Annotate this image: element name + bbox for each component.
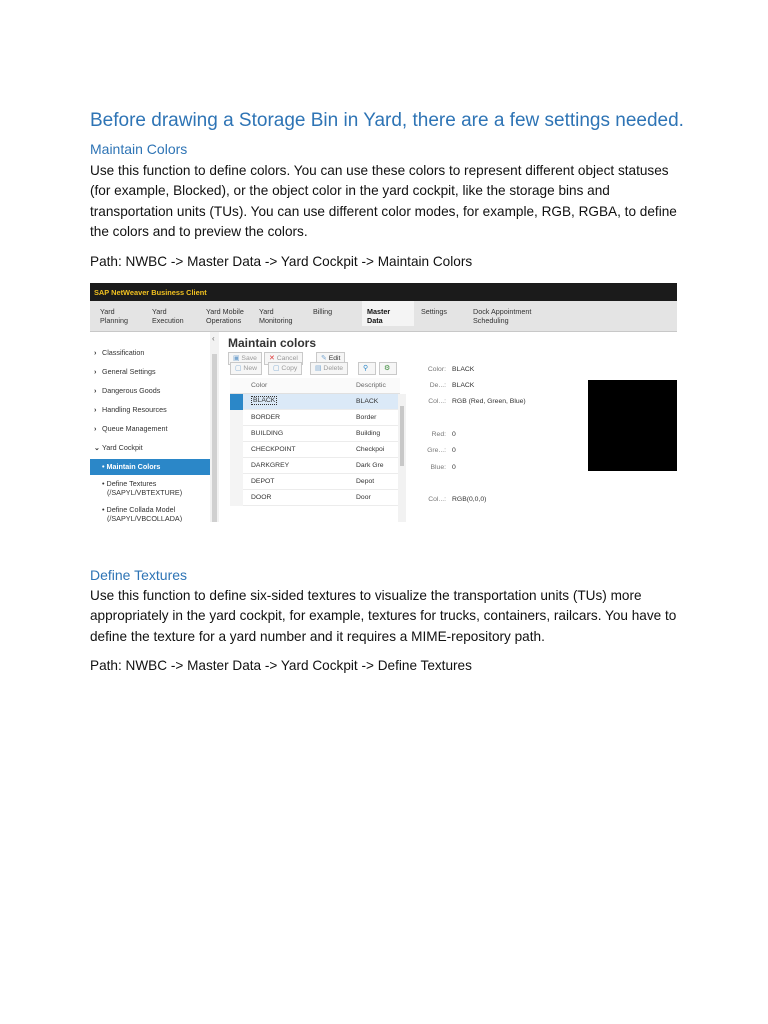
chevron-right-icon: › [94,405,97,414]
tree-item-label: • Define Textures [102,479,157,488]
detail-form [410,362,580,522]
blue-label: Blue: [430,464,446,471]
nav-label: Yard Mobile [206,307,244,316]
sap-navigation-bar [90,301,677,332]
cell-description: Door [356,494,371,501]
tree-item-label: General Settings [102,367,156,376]
tree-item-yard-cockpit[interactable] [90,440,210,456]
tree-item-sublabel: (/SAPYL/VBCOLLADA) [107,513,183,522]
table-row[interactable] [230,490,400,506]
nav-label: Planning [100,316,128,325]
tree-item-label: • Maintain Colors [102,462,161,471]
tree-item-general-settings[interactable] [90,364,210,380]
sap-screenshot [90,283,677,522]
cell-description: BLACK [356,398,379,405]
cell-description: Border [356,414,377,421]
copy-button[interactable] [268,362,302,375]
table-row[interactable] [230,474,400,490]
new-button[interactable] [230,362,262,375]
nav-yard-planning[interactable] [100,307,156,325]
page-title: Maintain colors [228,336,317,350]
chevron-right-icon: › [94,424,97,433]
nav-label: Yard [259,307,274,316]
description-label: De...: [429,382,446,389]
green-label: Gre...: [427,447,446,454]
tree-item-sublabel: (/SAPYL/VBTEXTURE) [107,487,183,497]
column-header-color[interactable]: Color [251,382,268,389]
colors-table [230,378,410,522]
table-row[interactable] [230,458,400,474]
row-selector[interactable] [230,394,243,410]
nav-master-data[interactable] [362,301,414,326]
nav-label: Operations [206,316,242,325]
table-row[interactable] [230,394,400,410]
search-button[interactable] [358,362,376,375]
nav-billing[interactable] [313,307,369,316]
floppy-disk-icon: ▣ [233,355,240,362]
navigation-tree [90,332,210,522]
settings-icon: ⚙ [384,365,391,372]
tree-item-define-collada-model[interactable] [90,504,210,522]
color-preview-swatch [588,380,677,471]
new-document-icon: ▢ [235,365,242,372]
tree-item-label: Classification [102,348,145,357]
cell-color: DEPOT [251,478,275,485]
cell-description: Checkpoi [356,446,385,453]
row-selector[interactable] [230,410,243,426]
nav-label: Dock Appointment [473,307,532,316]
cell-description: Building [356,430,381,437]
nav-yard-execution[interactable] [152,307,208,325]
search-icon: ⚲ [363,365,368,372]
section-text-maintain-colors: Use this function to define colors. You can use these colors to represent different object statuses (for example, Blocked), or the object color in the yard cockpit, like the storage bins and transportation units (TUs). You can use different color modes, for example, RGB, RGBA, to define the colors and to preview the colors. [90,163,677,239]
nav-label: Scheduling [473,316,509,325]
red-label: Red: [431,431,446,438]
button-label: Save [241,355,257,362]
row-selector[interactable] [230,458,243,474]
pane-splitter[interactable] [210,332,219,522]
nav-label: Yard [100,307,115,316]
section-text-define-textures: Use this function to define six-sided textures to visualize the transportation units (TUs) more appropriately in the yard cockpit, for example, textures for trucks, containers, railcars. You have to define the texture for a yard number and it requires a MIME-repository path. [90,588,677,644]
tree-item-define-textures[interactable] [90,478,210,500]
tree-item-label: Queue Management [102,424,168,433]
blue-value: 0 [452,464,456,471]
nav-yard-mobile-operations[interactable] [206,307,262,325]
nav-label: Master [367,307,391,316]
section-title-define-textures: Define Textures [90,567,188,583]
color-mode-value: RGB (Red, Green, Blue) [452,398,526,405]
tree-item-label: Handling Resources [102,405,167,414]
color-label: Color: [427,366,446,373]
page-heading: Before drawing a Storage Bin in Yard, there are a few settings needed. [90,110,684,131]
nav-label: Billing [313,307,333,316]
nav-yard-monitoring[interactable] [259,307,315,325]
table-row[interactable] [230,410,400,426]
sap-title-bar: SAP NetWeaver Business Client [90,283,677,301]
green-value: 0 [452,447,456,454]
cell-color: BORDER [251,414,281,421]
red-value: 0 [452,431,456,438]
color-value: BLACK [452,366,475,373]
tree-item-maintain-colors[interactable] [90,459,210,475]
button-label: Cancel [276,355,298,362]
row-selector[interactable] [230,442,243,458]
color-mode-label: Col...: [428,398,446,405]
cell-color: DOOR [251,494,272,501]
nav-label: Settings [421,307,447,316]
chevron-down-icon: ⌄ [94,443,101,452]
description-value: BLACK [452,382,475,389]
button-label: Copy [281,365,298,372]
table-row[interactable] [230,426,400,442]
row-selector[interactable] [230,426,243,442]
nav-label: Data [367,316,383,325]
nav-label: Yard [152,307,167,316]
splitter-scrollbar[interactable] [212,354,217,522]
table-row[interactable] [230,442,400,458]
tree-item-label: • Define Collada Model [102,505,176,514]
button-label: Delete [323,365,344,372]
cell-color: CHECKPOINT [251,446,296,453]
table-scrollbar[interactable] [398,394,406,522]
color-code-value: RGB(0,0,0) [452,496,487,503]
button-label: Edit [328,355,341,362]
cell-color: BUILDING [251,430,284,437]
chevron-right-icon: › [94,367,97,376]
path-define-textures: Path: NWBC -> Master Data -> Yard Cockpit -> Define Textures [90,658,472,673]
tree-item-queue-management[interactable] [90,421,210,437]
nav-label: Monitoring [259,316,293,325]
row-selector[interactable] [230,474,243,490]
copy-icon: ▢ [273,365,280,372]
personalize-button[interactable] [379,362,397,375]
tree-item-classification[interactable] [90,345,210,361]
table-header [230,378,400,394]
tree-item-label: Dangerous Goods [102,386,161,395]
section-title-maintain-colors: Maintain Colors [90,141,188,157]
chevron-right-icon: › [94,348,97,357]
nav-settings[interactable] [421,307,477,316]
tree-item-dangerous-goods[interactable] [90,383,210,399]
button-label: New [243,365,258,372]
scrollbar-thumb[interactable] [400,406,404,466]
tree-item-handling-resources[interactable] [90,402,210,418]
delete-button[interactable] [310,362,348,375]
trash-icon: ▤ [315,365,322,372]
cell-color: DARKGREY [251,462,290,469]
path-maintain-colors: Path: NWBC -> Master Data -> Yard Cockpit -> Maintain Colors [90,254,473,269]
tree-item-label: Yard Cockpit [102,443,143,452]
color-code-label: Col...: [428,496,446,503]
nav-dock-appointment-scheduling[interactable] [473,307,543,325]
chevron-right-icon: › [94,386,97,395]
pencil-icon: ✎ [321,355,327,362]
cell-color: BLACK [253,397,276,404]
close-icon: ✕ [269,355,275,362]
row-selector[interactable] [230,490,243,506]
column-header-description[interactable]: Descriptic [356,382,386,389]
nav-label: Execution [152,316,184,325]
grid-toolbar [230,362,400,377]
cell-description: Dark Gre [356,462,384,469]
collapse-arrow-icon[interactable]: ‹ [212,334,215,343]
cell-description: Depot [356,478,375,485]
